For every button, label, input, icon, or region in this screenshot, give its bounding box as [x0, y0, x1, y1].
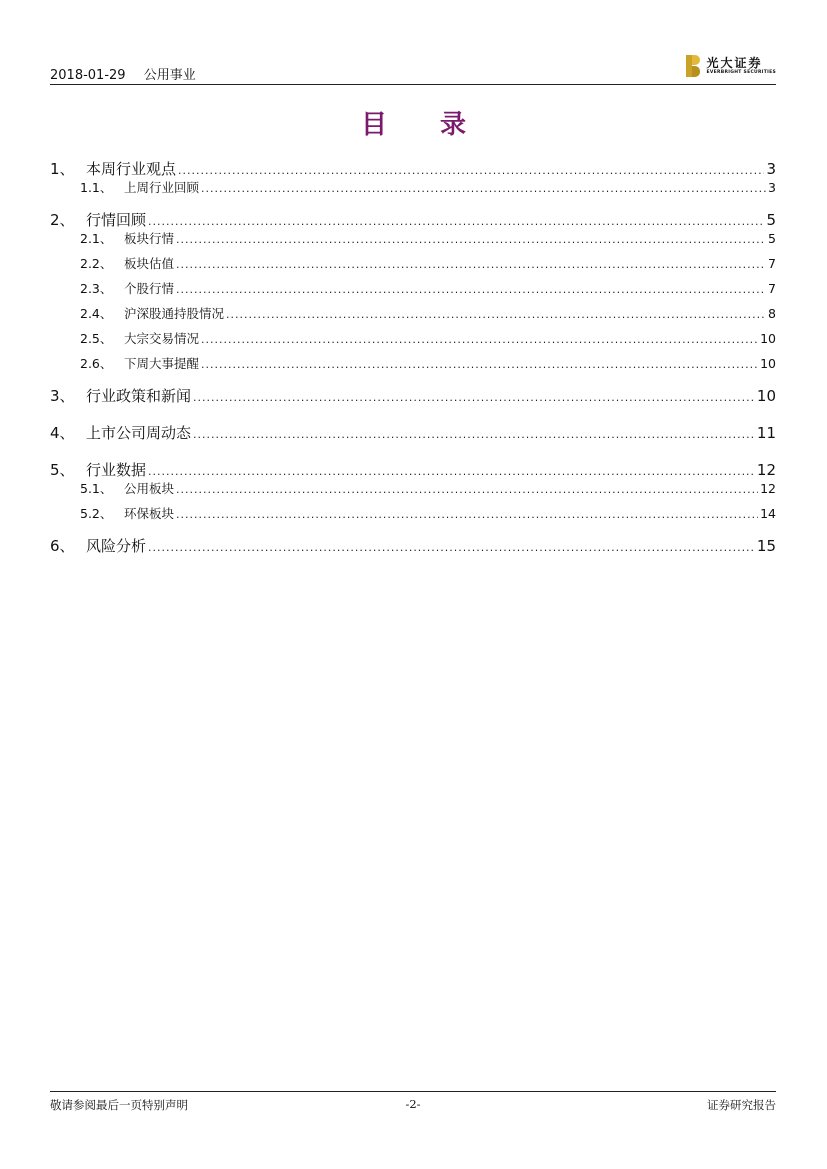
toc-entry-title: 公用板块	[124, 481, 175, 496]
toc-entry-page: 14	[760, 506, 776, 521]
toc-leader-dots	[176, 233, 766, 246]
toc-entry[interactable]	[50, 254, 776, 279]
toc-entry[interactable]	[50, 229, 776, 254]
disclaimer-note: 敬请参阅最后一页特别声明	[50, 1098, 188, 1112]
toc-entry-number: 2.4、	[80, 306, 113, 321]
toc-entry[interactable]	[50, 354, 776, 379]
toc-entry-number: 4、	[50, 424, 75, 442]
toc-entry-number: 2.5、	[80, 331, 113, 346]
toc-leader-dots	[226, 308, 766, 321]
toc-entry-page: 7	[768, 281, 776, 296]
company-logo	[686, 52, 776, 80]
toc-entry-title: 本周行业观点	[86, 160, 177, 178]
toc-entry-number: 6、	[50, 537, 75, 555]
toc-entry[interactable]	[50, 535, 776, 555]
toc-entry[interactable]	[50, 504, 776, 529]
toc-entry-page: 10	[760, 356, 776, 371]
toc-leader-dots	[176, 283, 766, 296]
toc-entry-title: 上市公司周动态	[86, 424, 192, 442]
toc-leader-dots	[201, 358, 758, 371]
report-sector: 公用事业	[143, 68, 196, 83]
toc-leader-dots	[148, 541, 755, 554]
toc-entry-title: 上周行业回顾	[124, 180, 200, 195]
toc-entry-page: 8	[768, 306, 776, 321]
toc-leader-dots	[201, 333, 758, 346]
toc-entry-number: 2.1、	[80, 231, 113, 246]
toc-entry-page: 11	[756, 424, 776, 442]
report-date: 2018-01-29	[50, 68, 126, 83]
toc-leader-dots	[176, 483, 758, 496]
toc-entry-number: 1、	[50, 160, 75, 178]
toc-entry-title: 风险分析	[86, 537, 147, 555]
toc-entry-number: 5.1、	[80, 481, 113, 496]
page-header	[50, 55, 776, 85]
toc-entry-page: 15	[756, 537, 776, 555]
report-type: 证券研究报告	[707, 1098, 776, 1112]
toc-entry-title: 行业政策和新闻	[86, 387, 192, 405]
page-footer	[50, 1091, 776, 1112]
toc-leader-dots	[178, 164, 764, 177]
toc-entry-title: 沪深股通持股情况	[124, 306, 225, 321]
toc-entry[interactable]	[50, 479, 776, 504]
table-of-contents	[50, 158, 776, 555]
toc-entry-page: 7	[768, 256, 776, 271]
toc-entry-title: 环保板块	[124, 506, 175, 521]
toc-leader-dots	[148, 465, 755, 478]
toc-leader-dots	[193, 428, 755, 441]
toc-entry-number: 2.2、	[80, 256, 113, 271]
page-number: -2-	[405, 1097, 421, 1111]
toc-entry[interactable]	[50, 385, 776, 405]
toc-leader-dots	[148, 215, 764, 228]
toc-entry[interactable]	[50, 459, 776, 479]
toc-entry-title: 板块估值	[124, 256, 175, 271]
toc-entry-title: 个股行情	[124, 281, 175, 296]
logo-name-cn: 光大证券	[706, 55, 763, 70]
toc-entry-number: 5、	[50, 461, 75, 479]
toc-entry[interactable]	[50, 209, 776, 229]
toc-entry[interactable]	[50, 422, 776, 442]
toc-entry-page: 3	[766, 160, 776, 178]
toc-entry-number: 2.6、	[80, 356, 113, 371]
logo-icon	[686, 55, 700, 77]
toc-entry-page: 12	[756, 461, 776, 479]
toc-leader-dots	[176, 508, 758, 521]
toc-entry-page: 5	[768, 231, 776, 246]
toc-entry-page: 10	[760, 331, 776, 346]
toc-entry-number: 3、	[50, 387, 75, 405]
toc-entry-page: 5	[766, 211, 776, 229]
toc-leader-dots	[193, 391, 755, 404]
toc-entry-title: 行情回顾	[86, 211, 147, 229]
toc-entry-title: 大宗交易情况	[124, 331, 200, 346]
toc-entry-number: 2.3、	[80, 281, 113, 296]
page-title: 目 录	[360, 110, 489, 140]
toc-entry-title: 行业数据	[86, 461, 147, 479]
logo-name-en: EVERBRIGHT SECURITIES	[706, 69, 776, 75]
toc-entry-title: 板块行情	[124, 231, 175, 246]
toc-entry[interactable]	[50, 304, 776, 329]
toc-entry-number: 5.2、	[80, 506, 113, 521]
toc-entry[interactable]	[50, 329, 776, 354]
toc-entry[interactable]	[50, 158, 776, 178]
toc-entry-page: 3	[768, 180, 776, 195]
toc-leader-dots	[201, 182, 766, 195]
toc-entry-page: 12	[760, 481, 776, 496]
toc-entry-number: 2、	[50, 211, 75, 229]
toc-leader-dots	[176, 258, 766, 271]
toc-entry[interactable]	[50, 279, 776, 304]
toc-entry[interactable]	[50, 178, 776, 203]
header-info	[50, 64, 210, 83]
toc-entry-page: 10	[756, 387, 776, 405]
toc-entry-number: 1.1、	[80, 180, 113, 195]
toc-entry-title: 下周大事提醒	[124, 356, 200, 371]
